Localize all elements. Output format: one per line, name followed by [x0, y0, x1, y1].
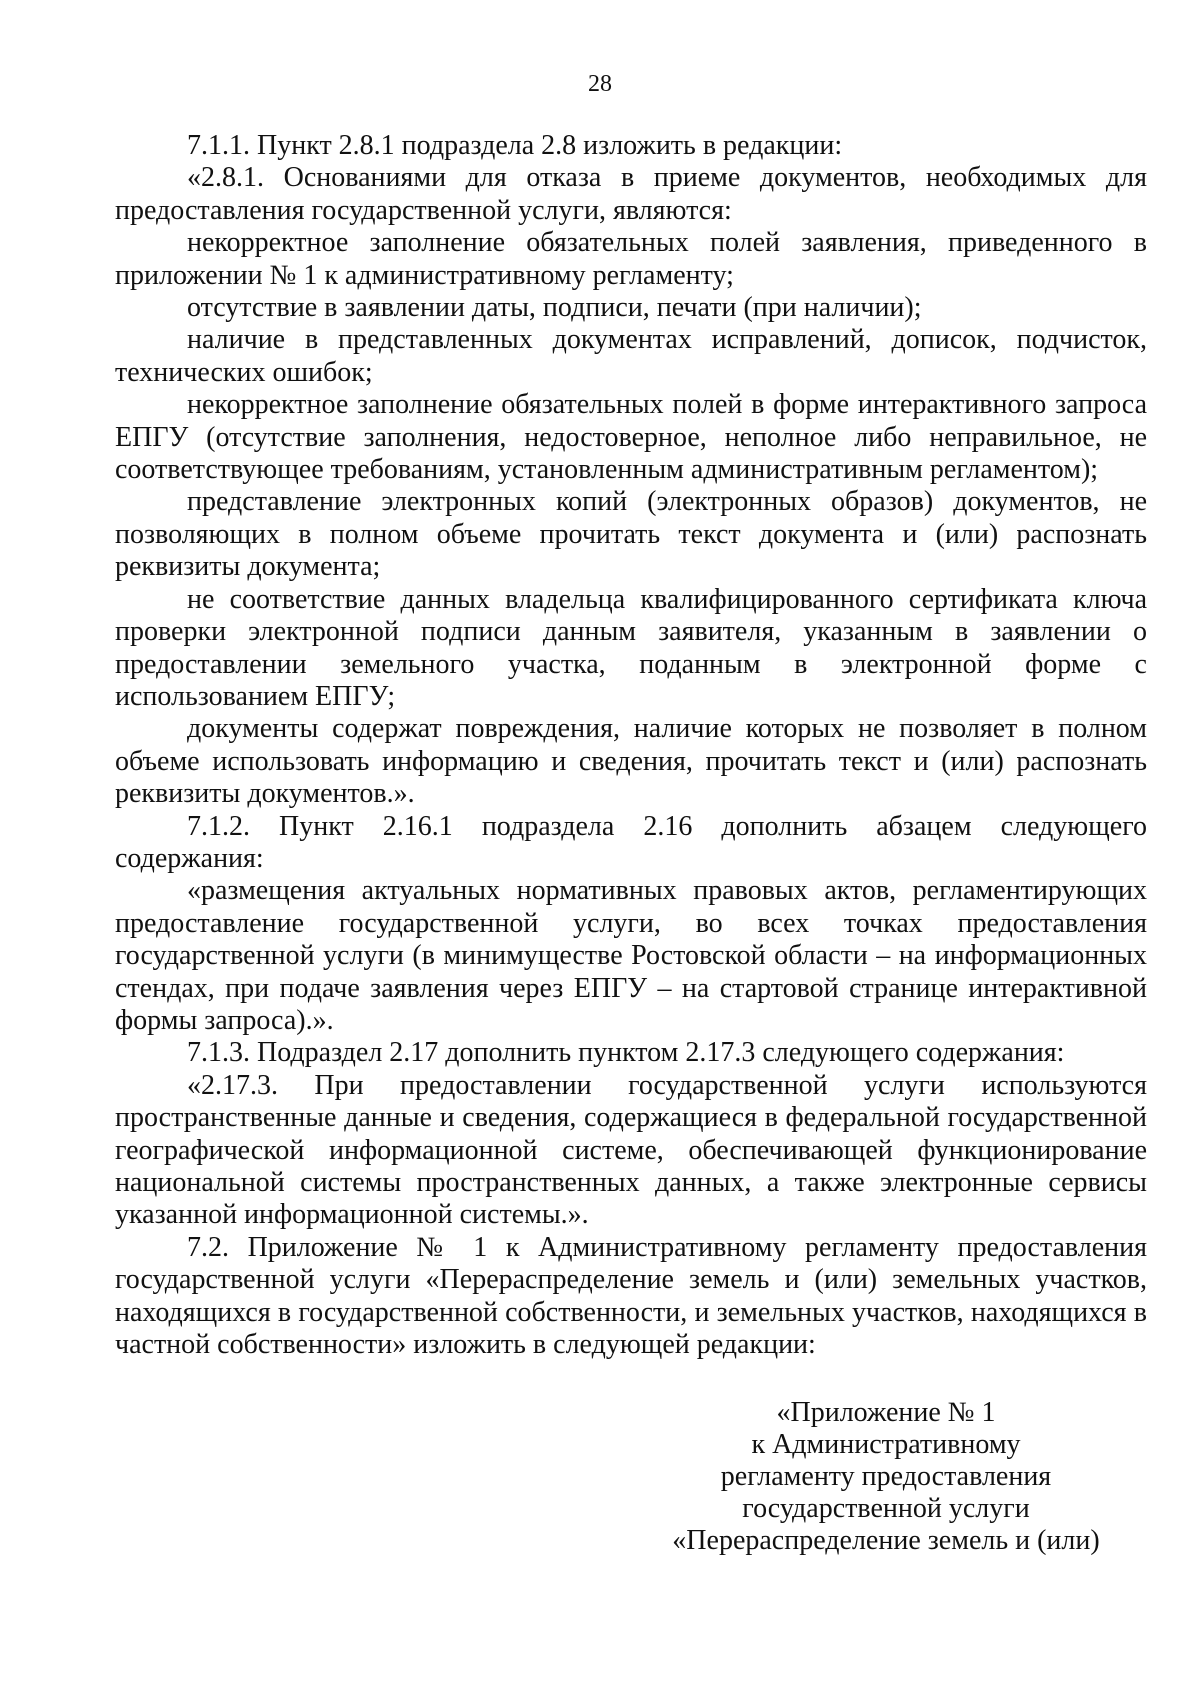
document-body	[115, 130, 1147, 1361]
paragraph-7-2: 7.2. Приложение № 1 к Административному регламенту предоставления государственной услуги «Перераспределение земель и (или) земельных участков, находящихся в государственной собственности, и земельных участков, находящихся в частной собственности» изложить в следующей редакции:	[115, 1231, 1147, 1361]
paragraph-2-17-3: «2.17.3. При предоставлении государственной услуги используются пространственные данные и сведения, содержащиеся в федеральной государственной географической информационной системе, обеспечивающей функционирование национальной системы пространственных данных, а также электронные сервисы указанной информационной системы.».	[115, 1069, 1147, 1231]
paragraph-damaged-documents: документы содержат повреждения, наличие которых не позволяет в полном объеме использовать информацию и сведения, прочитать текст и (или) распознать реквизиты документов.».	[115, 713, 1147, 810]
paragraph-2-8-1: «2.8.1. Основаниями для отказа в приеме документов, необходимых для предоставления государственной услуги, являются:	[115, 162, 1147, 226]
paragraph-placement: «размещения актуальных нормативных правовых актов, регламентирующих предоставление государственной услуги, во всех точках предоставления государственной услуги (в минимуществе Ростовской области – на информационных стендах, при подаче заявления через ЕПГУ – на стартовой странице интерактивной формы запроса).».	[115, 875, 1147, 1036]
paragraph-corrections: наличие в представленных документах исправлений, дописок, подчисток, технических ошибок;	[115, 324, 1147, 388]
appendix-header	[660, 1397, 1112, 1557]
appendix-line: регламенту предоставления	[720, 1461, 1052, 1492]
appendix-line: «Приложение № 1	[776, 1397, 996, 1428]
paragraph-7-1-1: 7.1.1. Пункт 2.8.1 подраздела 2.8 изложить в редакции:	[187, 130, 843, 161]
paragraph-electronic-copies: представление электронных копий (электронных образов) документов, не позволяющих в полном объеме прочитать текст документа и (или) распознать реквизиты документа;	[115, 486, 1147, 583]
appendix-line: к Административному	[751, 1429, 1021, 1460]
paragraph-certificate-mismatch: не соответствие данных владельца квалифицированного сертификата ключа проверки электронной подписи данным заявителя, указанным в заявлении о предоставлении земельного участка, поданным в электронной форме с использованием ЕПГУ;	[115, 583, 1147, 712]
paragraph-missing-date: отсутствие в заявлении даты, подписи, печати (при наличии);	[187, 292, 922, 324]
page-number: 28	[588, 71, 612, 97]
paragraph-interactive-request: некорректное заполнение обязательных полей в форме интерактивного запроса ЕПГУ (отсутствие заполнения, недостоверное, неполное либо неправильное, не соответствующее требованиям, установленным административным регламентом);	[115, 389, 1147, 486]
paragraph-7-1-2: 7.1.2. Пункт 2.16.1 подраздела 2.16 дополнить абзацем следующего содержания:	[115, 810, 1147, 874]
appendix-line: «Перераспределение земель и (или)	[672, 1525, 1100, 1556]
appendix-line: государственной услуги	[742, 1493, 1030, 1524]
paragraph-7-1-3: 7.1.3. Подраздел 2.17 дополнить пунктом 2.17.3 следующего содержания:	[187, 1037, 1065, 1069]
paragraph-incorrect-fields: некорректное заполнение обязательных полей заявления, приведенного в приложении № 1 к административному регламенту;	[115, 227, 1147, 291]
